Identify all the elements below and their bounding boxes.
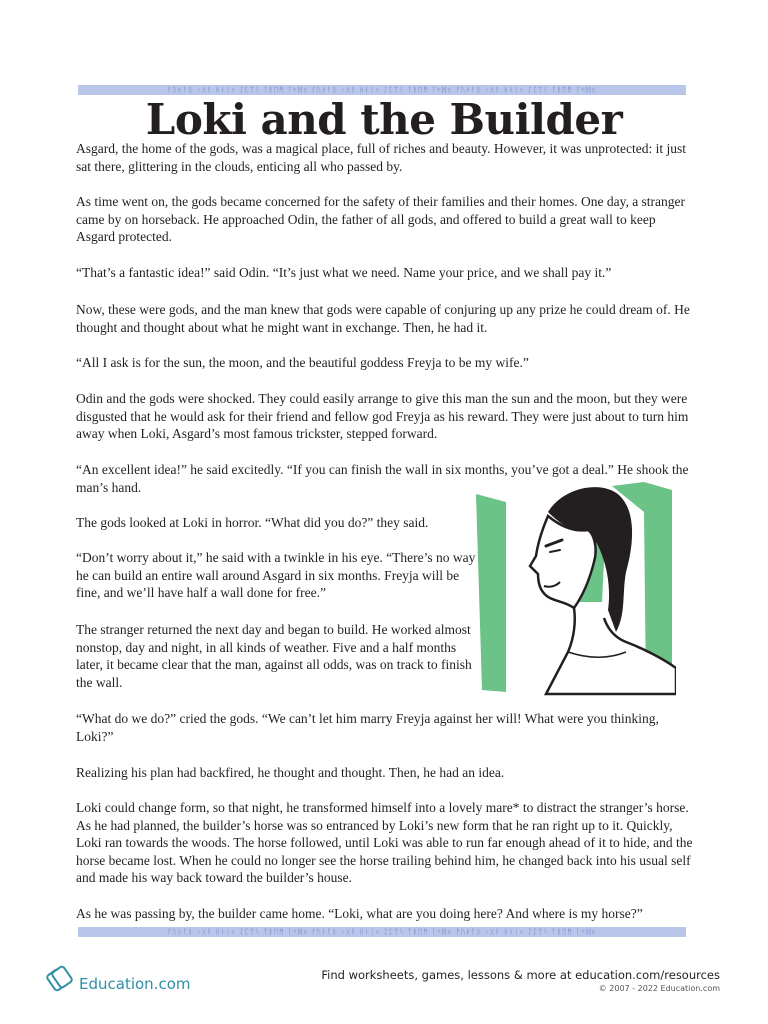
footer-tagline: Find worksheets, games, lessons & more at education.com/resources	[321, 968, 720, 982]
story-paragraph: “That’s a fantastic idea!” said Odin. “It’s just what we need. Name your price, and we shall pay it.”	[76, 265, 612, 280]
brand-name[interactable]: Education.com	[79, 975, 191, 993]
loki-illustration	[476, 482, 676, 697]
story-paragraph: The gods looked at Loki in horror. “What did you do?” they said.	[76, 515, 429, 530]
story-paragraph: Loki could change form, so that night, he transformed himself into a lovely mare* to distract the stranger’s horse. As he had planned, the builder’s horse was so entranced by Loki’s new form that he ran right up to it. Quickly, Loki ran towards the woods. The horse followed, until Loki was able to run far enough ahead of it to hide, and the horse became lost. When he could no longer see the horse trailing behind him, he changed back into his usual self and made his way back toward the builder’s house.	[76, 800, 693, 885]
story-paragraph: As time went on, the gods became concerned for the safety of their families and their homes. One day, a stranger came by on horseback. He approached Odin, the father of all gods, and offered to build a great wall to keep Asgard protected.	[76, 194, 686, 244]
education-logo-icon	[46, 962, 78, 994]
story-paragraph: Realizing his plan had backfired, he thought and thought. Then, he had an idea.	[76, 765, 505, 780]
story-paragraph: Asgard, the home of the gods, was a magical place, full of riches and beauty. However, it was unprotected: it just sat there, glittering in the clouds, enticing all who passed by.	[76, 141, 687, 174]
page-title: Loki and the Builder	[145, 95, 623, 144]
footer-copyright: © 2007 - 2022 Education.com	[598, 984, 720, 993]
story-paragraph: Now, these were gods, and the man knew that gods were capable of conjuring up any prize he could dream of. He thought and thought about what he might want in exchange. Then, he had it.	[76, 302, 690, 335]
rune-border-top: ᚠᚢᚦᚨᚱ ᚲᚷᚹ ᚺᚾᛁᛃ ᛇᛈᛉᛊ ᛏᛒᛖᛗ ᛚᛜᛞᛟ ᚠᚢᚦᚨᚱ ᚲᚷᚹ ᚺᚾᛁᛃ ᛇᛈᛉᛊ ᛏᛒᛖᛗ ᛚᛜᛞᛟ ᚠᚢᚦᚨᚱ ᚲᚷᚹ ᚺᚾᛁᛃ ᛇᛈᛉᛊ ᛏᛒᛖᛗ ᛚᛜᛞᛟ	[78, 85, 686, 95]
story-paragraph: “All I ask is for the sun, the moon, and the beautiful goddess Freyja to be my wife.”	[76, 355, 529, 370]
story-paragraph: Odin and the gods were shocked. They could easily arrange to give this man the sun and the moon, but they were disgusted that he would ask for their friend and fellow god Freyja as his reward. They were just about to turn him away when Loki, Asgard’s most famous trickster, stepped forward.	[76, 391, 689, 441]
story-paragraph: “An excellent idea!” he said excitedly. “If you can finish the wall in six months, you’ve got a deal.” He shook the man’s hand.	[76, 462, 689, 495]
story-paragraph: “Don’t worry about it,” he said with a twinkle in his eye. “There’s no way he can build an entire wall around Asgard in six months. Freyja will be fine, and we’ll have half a wall done for free.”	[76, 550, 476, 600]
story-paragraph: As he was passing by, the builder came home. “Loki, what are you doing here? And where is my horse?”	[76, 906, 643, 921]
story-paragraph: The stranger returned the next day and began to build. He worked almost nonstop, day and night, in all kinds of weather. Five and a half months later, it became clear that the man, against all odds, was on track to finish the wall.	[76, 622, 472, 690]
rune-border-bottom: ᚠᚢᚦᚨᚱ ᚲᚷᚹ ᚺᚾᛁᛃ ᛇᛈᛉᛊ ᛏᛒᛖᛗ ᛚᛜᛞᛟ ᚠᚢᚦᚨᚱ ᚲᚷᚹ ᚺᚾᛁᛃ ᛇᛈᛉᛊ ᛏᛒᛖᛗ ᛚᛜᛞᛟ ᚠᚢᚦᚨᚱ ᚲᚷᚹ ᚺᚾᛁᛃ ᛇᛈᛉᛊ ᛏᛒᛖᛗ ᛚᛜᛞᛟ	[78, 927, 686, 937]
story-paragraph: “What do we do?” cried the gods. “We can’t let him marry Freyja against her will! What were you thinking, Loki?”	[76, 711, 659, 744]
